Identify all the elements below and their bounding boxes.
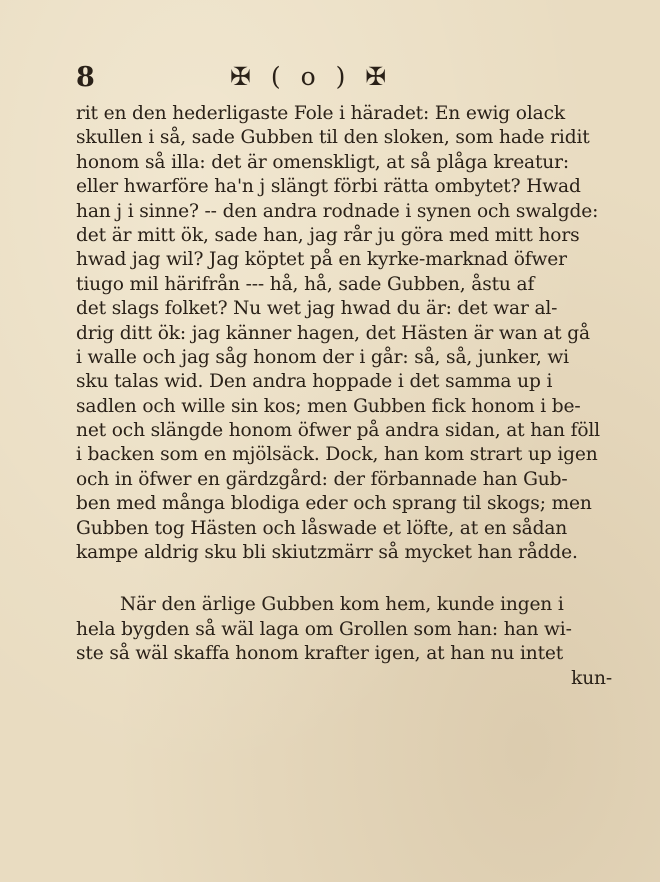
text-line: det slags folket? Nu wet jag hwad du är: det war al-: [76, 298, 558, 320]
text-line: hela bygden så wäl laga om Grollen som han: han wi-: [76, 618, 572, 640]
text-line: ben med många blodiga eder och sprang til skogs; men: [76, 493, 592, 515]
text-line: eller hwarföre ha'n j slängt förbi rätta ombytet? Hwad: [76, 176, 581, 198]
text-line: När den ärlige Gubben kom hem, kunde ingen i: [120, 594, 564, 616]
text-line: det är mitt ök, sade han, jag rår ju göra med mitt hors: [76, 224, 580, 246]
text-line: net och slängde honom öfwer på andra sidan, at han föll: [76, 420, 600, 442]
text-line: i backen som en mjölsäck. Dock, han kom strart up igen: [76, 444, 598, 466]
text-line: i walle och jag såg honom der i går: så, så, junker, wi: [76, 346, 569, 368]
paragraph-2: [76, 593, 612, 666]
catchword: kun-: [571, 667, 612, 689]
body-text: [76, 102, 612, 691]
text-line: tiugo mil härifrån --- hå, hå, sade Gubben, åstu af: [76, 273, 535, 295]
text-line: hwad jag wil? Jag köptet på en kyrke-marknad öfwer: [76, 249, 567, 271]
text-line: och in öfwer en gärdzgård: der förbannade han Gub-: [76, 468, 568, 490]
text-line: honom så illa: det är omenskligt, at så plåga kreatur:: [76, 151, 569, 173]
text-line: han j i sinne? -- den andra rodnade i synen och swalgde:: [76, 200, 599, 222]
page-header: [0, 58, 660, 98]
page-number: 8: [76, 62, 95, 93]
text-line: skullen i så, sade Gubben til den sloken, som hade ridit: [76, 127, 590, 149]
text-line: drig ditt ök: jag känner hagen, det Hästen är wan at gå: [76, 322, 590, 344]
running-head: ✠ ( o ) ✠: [230, 62, 393, 91]
paragraph-1: [76, 102, 612, 565]
text-line: Gubben tog Hästen och låswade et löfte, at en sådan: [76, 517, 568, 539]
text-line: rit en den hederligaste Fole i häradet: En ewig olack: [76, 103, 565, 124]
text-line: ste så wäl skaffa honom krafter igen, at han nu intet: [76, 643, 564, 665]
paragraph-gap: [76, 565, 612, 593]
text-line: kampe aldrig sku bli skiutzmärr så mycket han rådde.: [76, 542, 578, 564]
text-line: sadlen och wille sin kos; men Gubben fick honom i be-: [76, 395, 581, 417]
text-line: sku talas wid. Den andra hoppade i det samma up i: [76, 371, 553, 393]
